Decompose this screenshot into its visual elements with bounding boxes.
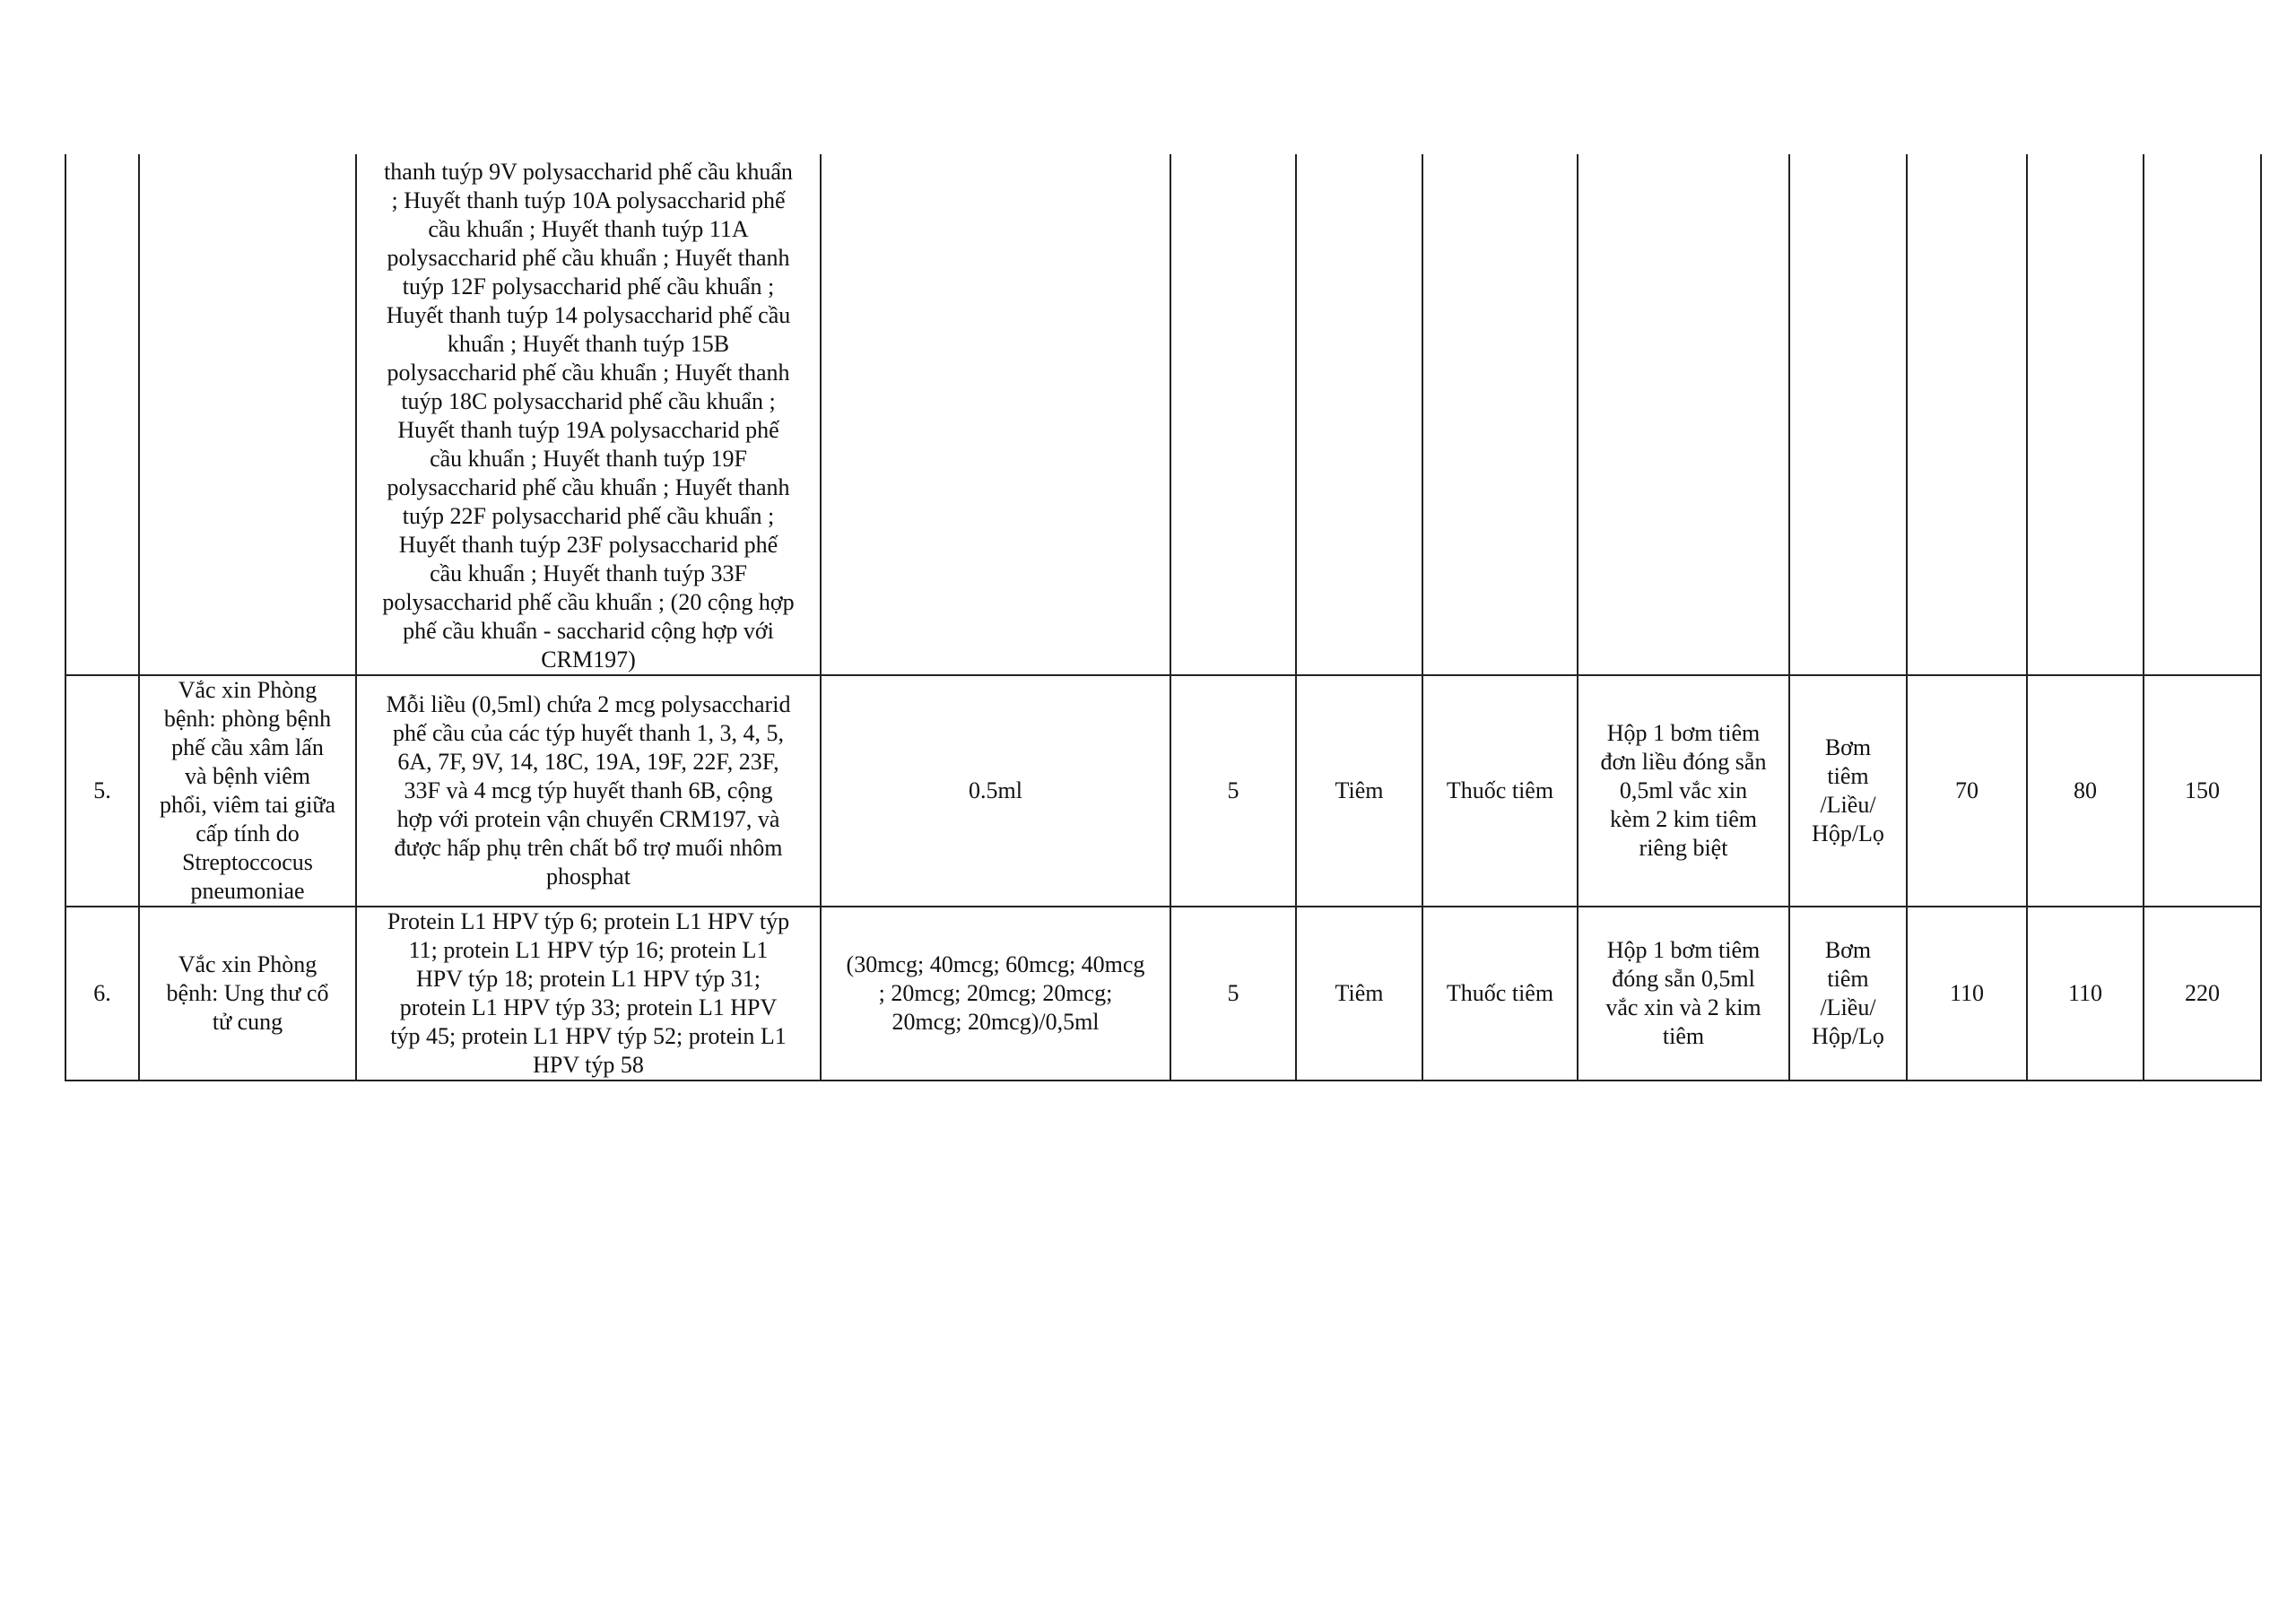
quantity-1-cell: 110 — [1907, 907, 2027, 1081]
packaging-cell — [1578, 154, 1789, 675]
stt-cell: 6. — [65, 907, 139, 1081]
ingredients-cell: Protein L1 HPV týp 6; protein L1 HPV týp 11; protein L1 HPV týp 16; protein L1 HPV týp 18; protein L1 HPV týp 31; protein L1 HPV týp 33; protein L1 HPV týp 45; protein L1 HPV týp 52; protein L1 HPV týp 58 — [356, 907, 821, 1081]
quantity-1-cell: 70 — [1907, 675, 2027, 907]
vaccine-name-cell — [139, 154, 356, 675]
unit-cell: Bơm tiêm /Liều/ Hộp/Lọ — [1789, 907, 1907, 1081]
unit-cell — [1789, 154, 1907, 675]
vaccine-name-cell: Vắc xin Phòng bệnh: phòng bệnh phế cầu xâm lấn và bệnh viêm phổi, viêm tai giữa cấp tính do Streptoccocus pneumoniae — [139, 675, 356, 907]
concentration-cell: (30mcg; 40mcg; 60mcg; 40mcg ; 20mcg; 20mcg; 20mcg; 20mcg; 20mcg)/0,5ml — [821, 907, 1170, 1081]
group-cell — [1170, 154, 1296, 675]
group-cell: 5 — [1170, 907, 1296, 1081]
quantity-1-cell — [1907, 154, 2027, 675]
route-cell — [1296, 154, 1422, 675]
quantity-2-cell — [2027, 154, 2144, 675]
ingredients-cell: Mỗi liều (0,5ml) chứa 2 mcg polysaccharid phế cầu của các týp huyết thanh 1, 3, 4, 5, 6A, 7F, 9V, 14, 18C, 19A, 19F, 22F, 23F, 33F và 4 mcg týp huyết thanh 6B, cộng hợp với protein vận chuyển CRM197, và được hấp phụ trên chất bổ trợ muối nhôm phosphat — [356, 675, 821, 907]
dosage-form-cell: Thuốc tiêm — [1422, 907, 1578, 1081]
stt-cell: 5. — [65, 675, 139, 907]
quantity-total-cell — [2144, 154, 2261, 675]
route-cell: Tiêm — [1296, 675, 1422, 907]
vaccine-table — [65, 154, 2262, 1081]
dosage-form-cell — [1422, 154, 1578, 675]
vaccine-table-page — [65, 154, 2260, 1081]
table-row — [65, 907, 2261, 1081]
packaging-cell: Hộp 1 bơm tiêm đơn liều đóng sẵn 0,5ml vắc xin kèm 2 kim tiêm riêng biệt — [1578, 675, 1789, 907]
group-cell: 5 — [1170, 675, 1296, 907]
unit-cell: Bơm tiêm /Liều/ Hộp/Lọ — [1789, 675, 1907, 907]
dosage-form-cell: Thuốc tiêm — [1422, 675, 1578, 907]
concentration-cell: 0.5ml — [821, 675, 1170, 907]
packaging-cell: Hộp 1 bơm tiêm đóng sẵn 0,5ml vắc xin và 2 kim tiêm — [1578, 907, 1789, 1081]
quantity-2-cell: 80 — [2027, 675, 2144, 907]
quantity-total-cell: 220 — [2144, 907, 2261, 1081]
table-row — [65, 154, 2261, 675]
route-cell: Tiêm — [1296, 907, 1422, 1081]
stt-cell — [65, 154, 139, 675]
table-row — [65, 675, 2261, 907]
ingredients-cell: thanh tuýp 9V polysaccharid phế cầu khuẩn ; Huyết thanh tuýp 10A polysaccharid phế cầu khuẩn ; Huyết thanh tuýp 11A polysaccharid phế cầu khuẩn ; Huyết thanh tuýp 12F polysaccharid phế cầu khuẩn ; Huyết thanh tuýp 14 polysaccharid phế cầu khuẩn ; Huyết thanh tuýp 15B polysaccharid phế cầu khuẩn ; Huyết thanh tuýp 18C polysaccharid phế cầu khuẩn ; Huyết thanh tuýp 19A polysaccharid phế cầu khuẩn ; Huyết thanh tuýp 19F polysaccharid phế cầu khuẩn ; Huyết thanh tuýp 22F polysaccharid phế cầu khuẩn ; Huyết thanh tuýp 23F polysaccharid phế cầu khuẩn ; Huyết thanh tuýp 33F polysaccharid phế cầu khuẩn ; (20 cộng hợp phế cầu khuẩn - saccharid cộng hợp với CRM197) — [356, 154, 821, 675]
quantity-2-cell: 110 — [2027, 907, 2144, 1081]
concentration-cell — [821, 154, 1170, 675]
quantity-total-cell: 150 — [2144, 675, 2261, 907]
vaccine-name-cell: Vắc xin Phòng bệnh: Ung thư cổ tử cung — [139, 907, 356, 1081]
